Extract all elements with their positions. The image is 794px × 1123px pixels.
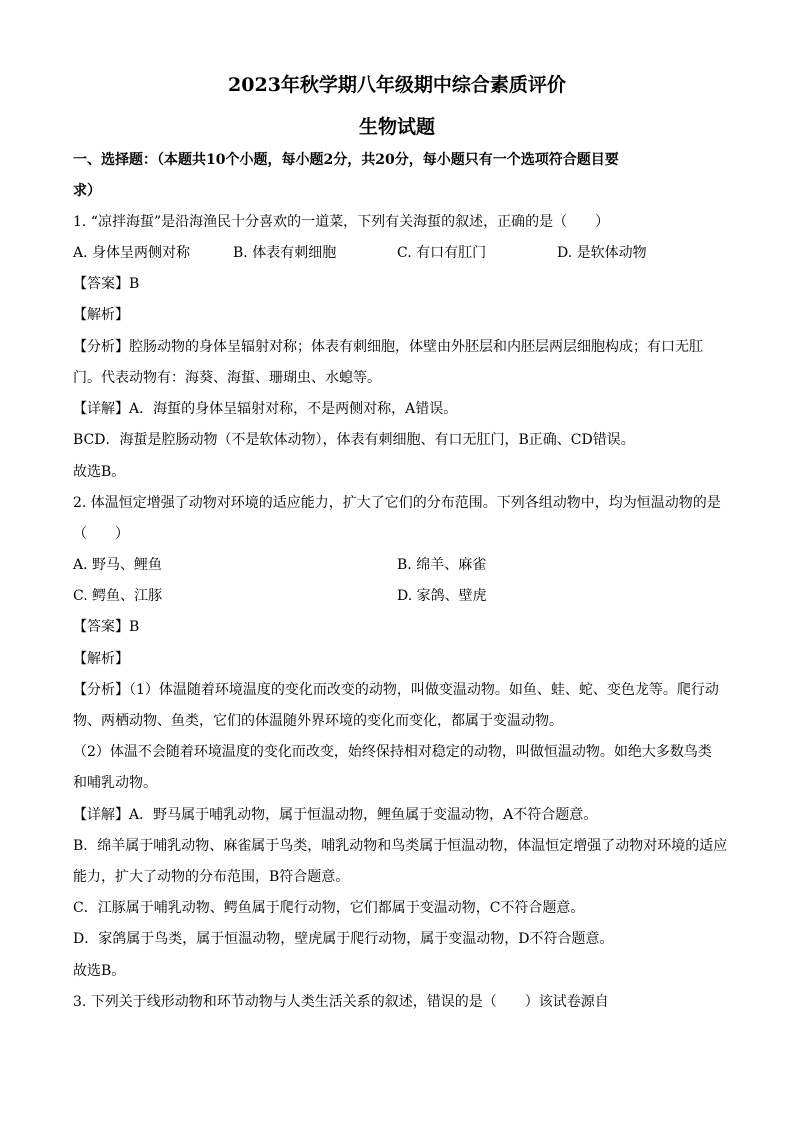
- q1-option-b: B. 体表有刺细胞: [233, 245, 337, 261]
- q2-option-a: A. 野马、鲤鱼: [73, 557, 163, 573]
- q2-xiangjie-line2: B．绵羊属于哺乳动物、麻雀属于鸟类，哺乳动物和鸟类属于恒温动物，体温恒定增强了动物对环境的适应: [73, 838, 728, 854]
- q2-xiangjie-line4: C．江豚属于哺乳动物、鳄鱼属于爬行动物，它们都属于变温动物，C不符合题意。: [73, 900, 585, 916]
- q2-analysis-label: 【解析】: [73, 651, 129, 667]
- q2-option-d: D. 家鸽、壁虎: [397, 588, 487, 604]
- q1-conclusion: 故选B。: [73, 464, 126, 480]
- q1-option-a: A. 身体呈两侧对称: [73, 245, 191, 261]
- q2-fenxi-line1: 【分析】（1）体温随着环境温度的变化而改变的动物，叫做变温动物。如鱼、蛙、蛇、变色龙等。爬行动: [73, 682, 719, 698]
- q2-stem-line2: （ ）: [73, 526, 129, 542]
- q2-option-c: C. 鳄鱼、江豚: [73, 588, 163, 604]
- q1-analysis-label: 【解析】: [73, 307, 129, 323]
- exam-subject: 生物试题: [358, 116, 435, 138]
- q1-xiangjie-line1: 【详解】A．海蜇的身体呈辐射对称，不是两侧对称，A错误。: [73, 401, 458, 417]
- q2-fenxi-line3: （2）体温不会随着环境温度的变化而改变，始终保持相对稳定的动物，叫做恒温动物。如绝大多数鸟类: [73, 744, 712, 760]
- q2-fenxi-line2: 物、两栖动物、鱼类，它们的体温随外界环境的变化而变化，都属于变温动物。: [73, 713, 563, 729]
- q2-option-b: B. 绵羊、麻雀: [397, 557, 487, 573]
- q1-option-d: D. 是软体动物: [557, 245, 647, 261]
- q2-answer: 【答案】B: [73, 619, 140, 635]
- q1-stem: 1. “凉拌海蜇”是沿海渔民十分喜欢的一道菜，下列有关海蜇的叙述，正确的是（ ）: [73, 214, 610, 230]
- exam-title: 2023年秋学期八年级期中综合素质评价: [228, 74, 566, 96]
- q1-option-c: C. 有口有肛门: [397, 245, 487, 261]
- q3-stem: 3. 下列关于线形动物和环节动物与人类生活关系的叙述，错误的是（ ）该试卷源自: [73, 994, 609, 1010]
- section-heading-line1: 一、选择题：（本题共10个小题，每小题2分，共20分，每小题只有一个选项符合题目要: [73, 152, 619, 168]
- q1-fenxi-line2: 门。代表动物有：海葵、海蜇、珊瑚虫、水螅等。: [73, 370, 381, 386]
- q2-xiangjie-line5: D．家鸽属于鸟类，属于恒温动物，壁虎属于爬行动物，属于变温动物，D不符合题意。: [73, 931, 614, 947]
- q1-answer: 【答案】B: [73, 276, 140, 292]
- q1-xiangjie-line2: BCD．海蜇是腔肠动物（不是软体动物），体表有刺细胞、有口无肛门，B正确、CD错误。: [73, 432, 635, 448]
- q2-xiangjie-line1: 【详解】A．野马属于哺乳动物，属于恒温动物，鲤鱼属于变温动物，A不符合题意。: [73, 807, 598, 823]
- section-heading-line2: 求）: [73, 183, 101, 199]
- q2-stem-line1: 2. 体温恒定增强了动物对环境的适应能力，扩大了它们的分布范围。下列各组动物中，均为恒温动物的是: [73, 495, 721, 511]
- q2-xiangjie-line3: 能力，扩大了动物的分布范围，B符合题意。: [73, 869, 350, 885]
- q2-conclusion: 故选B。: [73, 963, 126, 979]
- q1-fenxi-line1: 【分析】腔肠动物的身体呈辐射对称；体表有刺细胞，体壁由外胚层和内胚层两层细胞构成；有口无肛: [73, 339, 703, 355]
- q2-fenxi-line4: 和哺乳动物。: [73, 775, 157, 791]
